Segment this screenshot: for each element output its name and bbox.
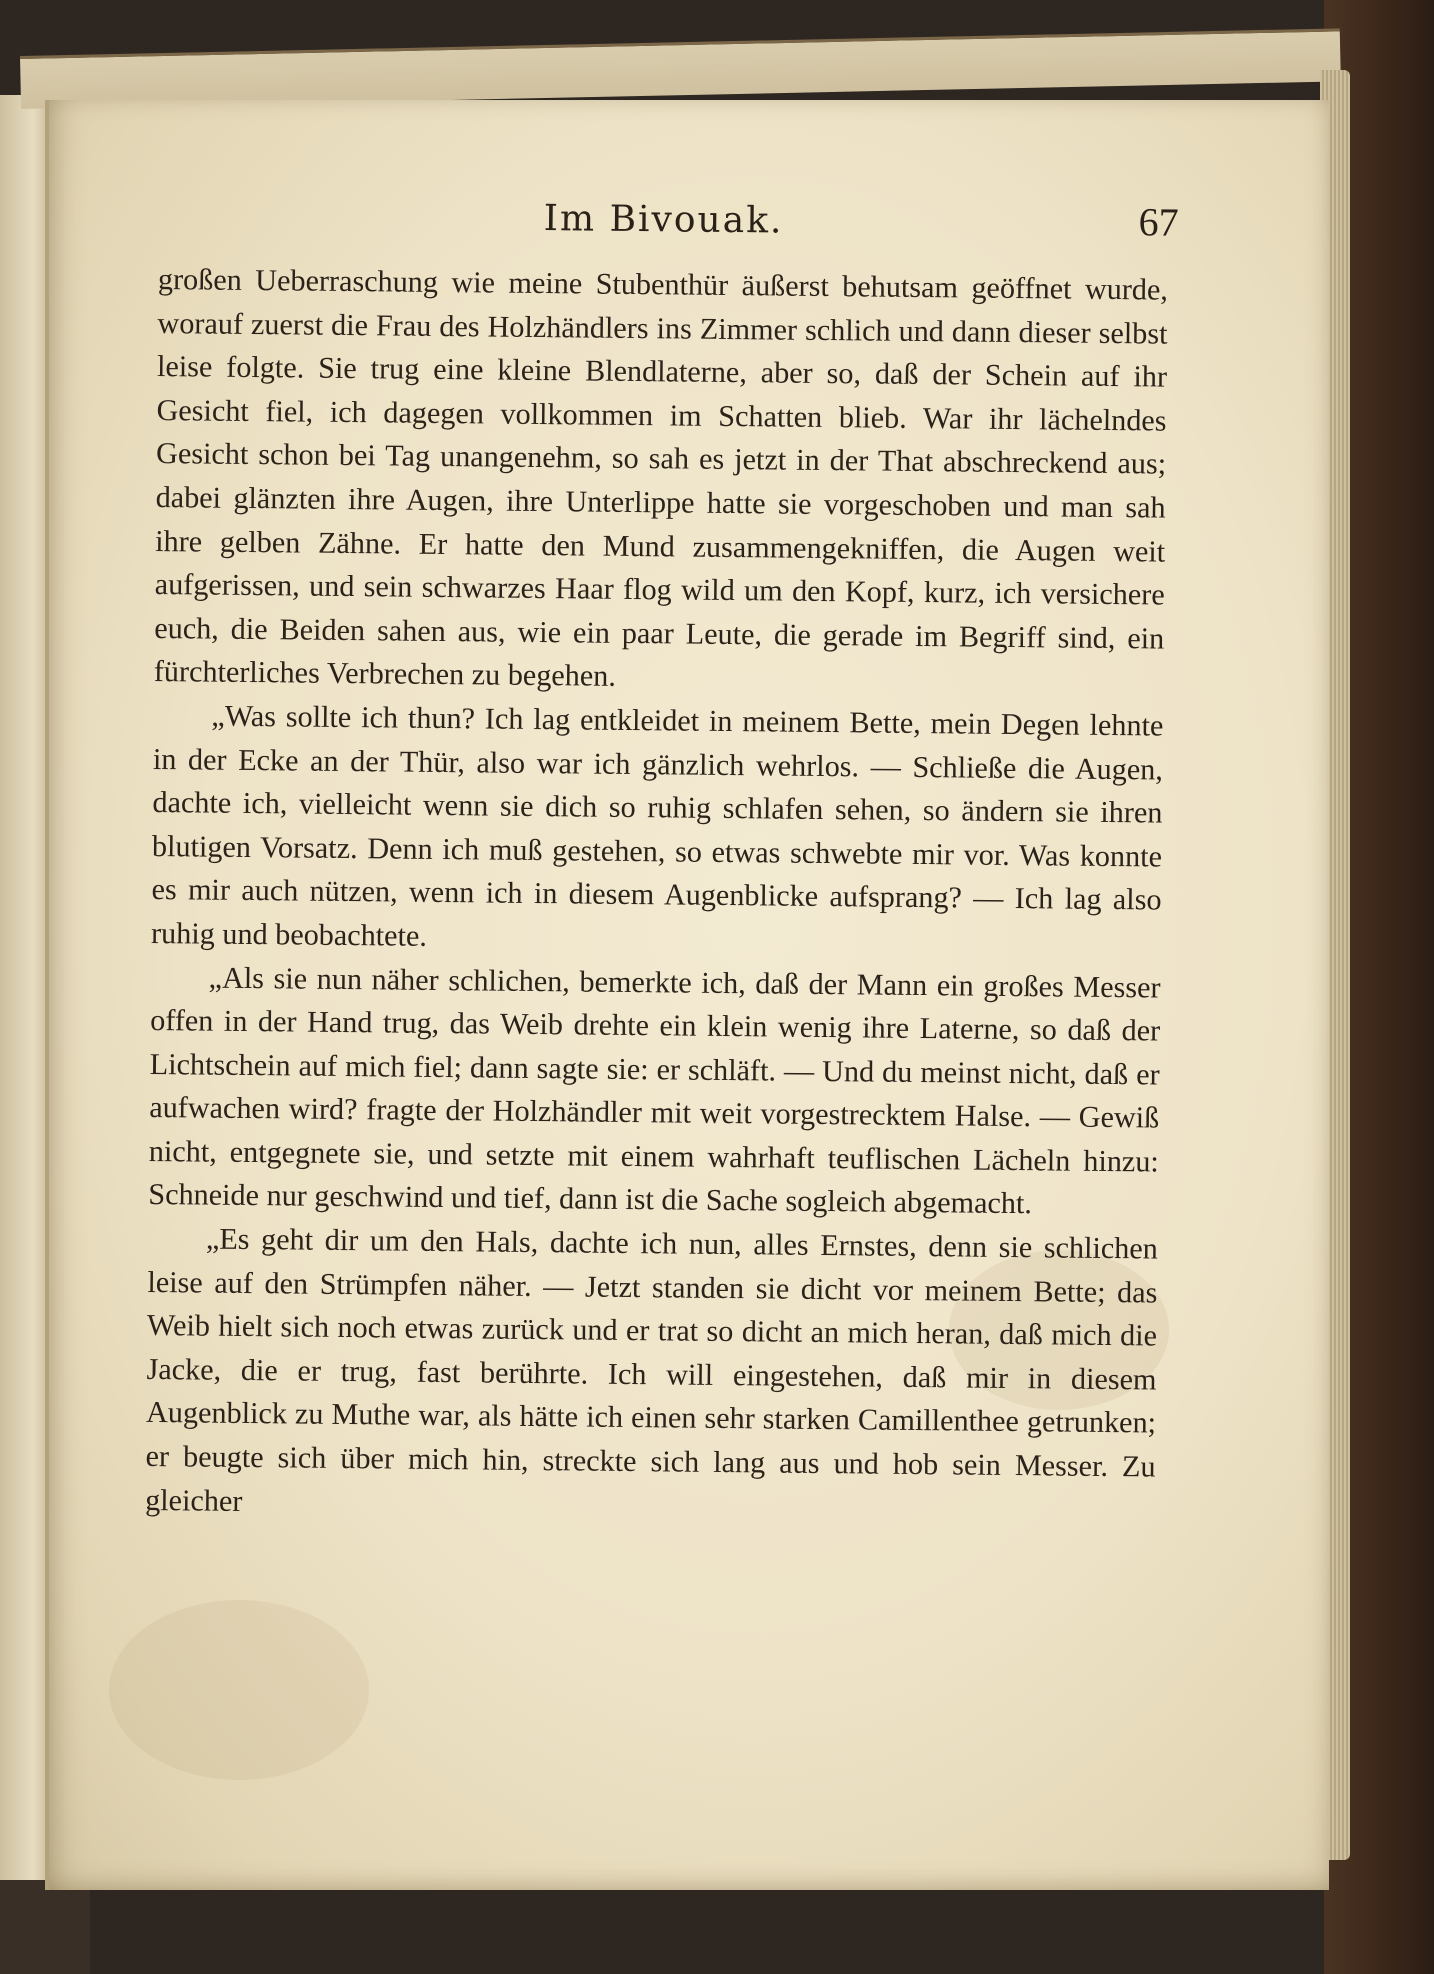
left-page-shadow [0,1880,90,1974]
paragraph-2: „Was sollte ich thun? Ich lag entkleidet in meinem Bette, mein Degen lehnte in der Ecke an der Thür, also war ich gänzlich wehrlos. — Schließe die Augen, dachte ich, vielleicht wenn sie dich so ruhig schlafen sehen, so ändern sie ihren blutigen Vorsatz. Denn ich muß gestehen, so etwas schwebte mir vor. Was konnte es mir auch nützen, wenn ich in diesem Augenblicke aufsprang? — Ich lag also ruhig und beobachtete. [150,698,1164,953]
page-top-edge [20,28,1341,109]
body-text [145,258,1168,1533]
book-page [45,100,1329,1890]
paragraph-4: „Es geht dir um den Hals, dachte ich nun, alles Ernstes, denn sie schlichen leise auf den Strümpfen näher. — Jetzt standen sie dicht vor meinem Bette; das Weib hielt sich noch etwas zurück und er trat so dicht an mich heran, daß mich die Jacke, die er trug, fast berührte. Ich will eingestehen, daß mir in diesem Augenblick zu Muthe war, als hätte ich einen sehr starken Camillenthee getrunken; er beugte sich über mich hin, streckte sich lang aus und hob sein Messer. Zu gleicher [145,1221,1159,1518]
page-content [142,180,1179,1790]
page-number: 67 [1138,199,1179,245]
running-title: Im Bivouak. [543,198,784,242]
paragraph-1: großen Ueberraschung wie meine Stubenthür äußerst behutsam geöffnet wurde, worauf zuerst die Frau des Holzhändlers ins Zimmer schlich und dann dieser selbst leise folgte. Sie trug eine kleine Blendlaterne, aber so, daß der Schein auf ihr Gesicht fiel, ich dagegen vollkommen im Schatten blieb. War ihr lächelndes Gesicht schon bei Tag unangenehm, so sah es jetzt in der That abschreckend aus; dabei glänzten ihre Augen, ihre Unterlippe hatte sie vorgeschoben und man sah ihre gelben Zähne. Er hatte den Mund zusammengekniffen, die Augen weit aufgerissen, und sein schwarzes Haar flog wild um den Kopf, kurz, ich versichere euch, die Beiden sahen aus, wie ein paar Leute, die gerade im Begriff sind, ein fürchterliches Verbrechen zu begehen. [153,261,1169,694]
running-head [158,180,1179,265]
paragraph-3: „Als sie nun näher schlichen, bemerkte ich, daß der Mann ein großes Messer offen in der Hand trug, das Weib drehte ein klein wenig ihre Laterne, so daß der Lichtschein auf mich fiel; dann sagte sie: er schläft. — Und du meinst nicht, daß er aufwachen wird? fragte der Holzhändler mit weit vorgestrecktem Halse. — Gewiß nicht, entgegnete sie, und setzte mit einem wahrhaft teuflischen Lächeln hinzu: Schneide nur geschwind und tief, dann ist die Sache sogleich abgemacht. [148,960,1161,1221]
